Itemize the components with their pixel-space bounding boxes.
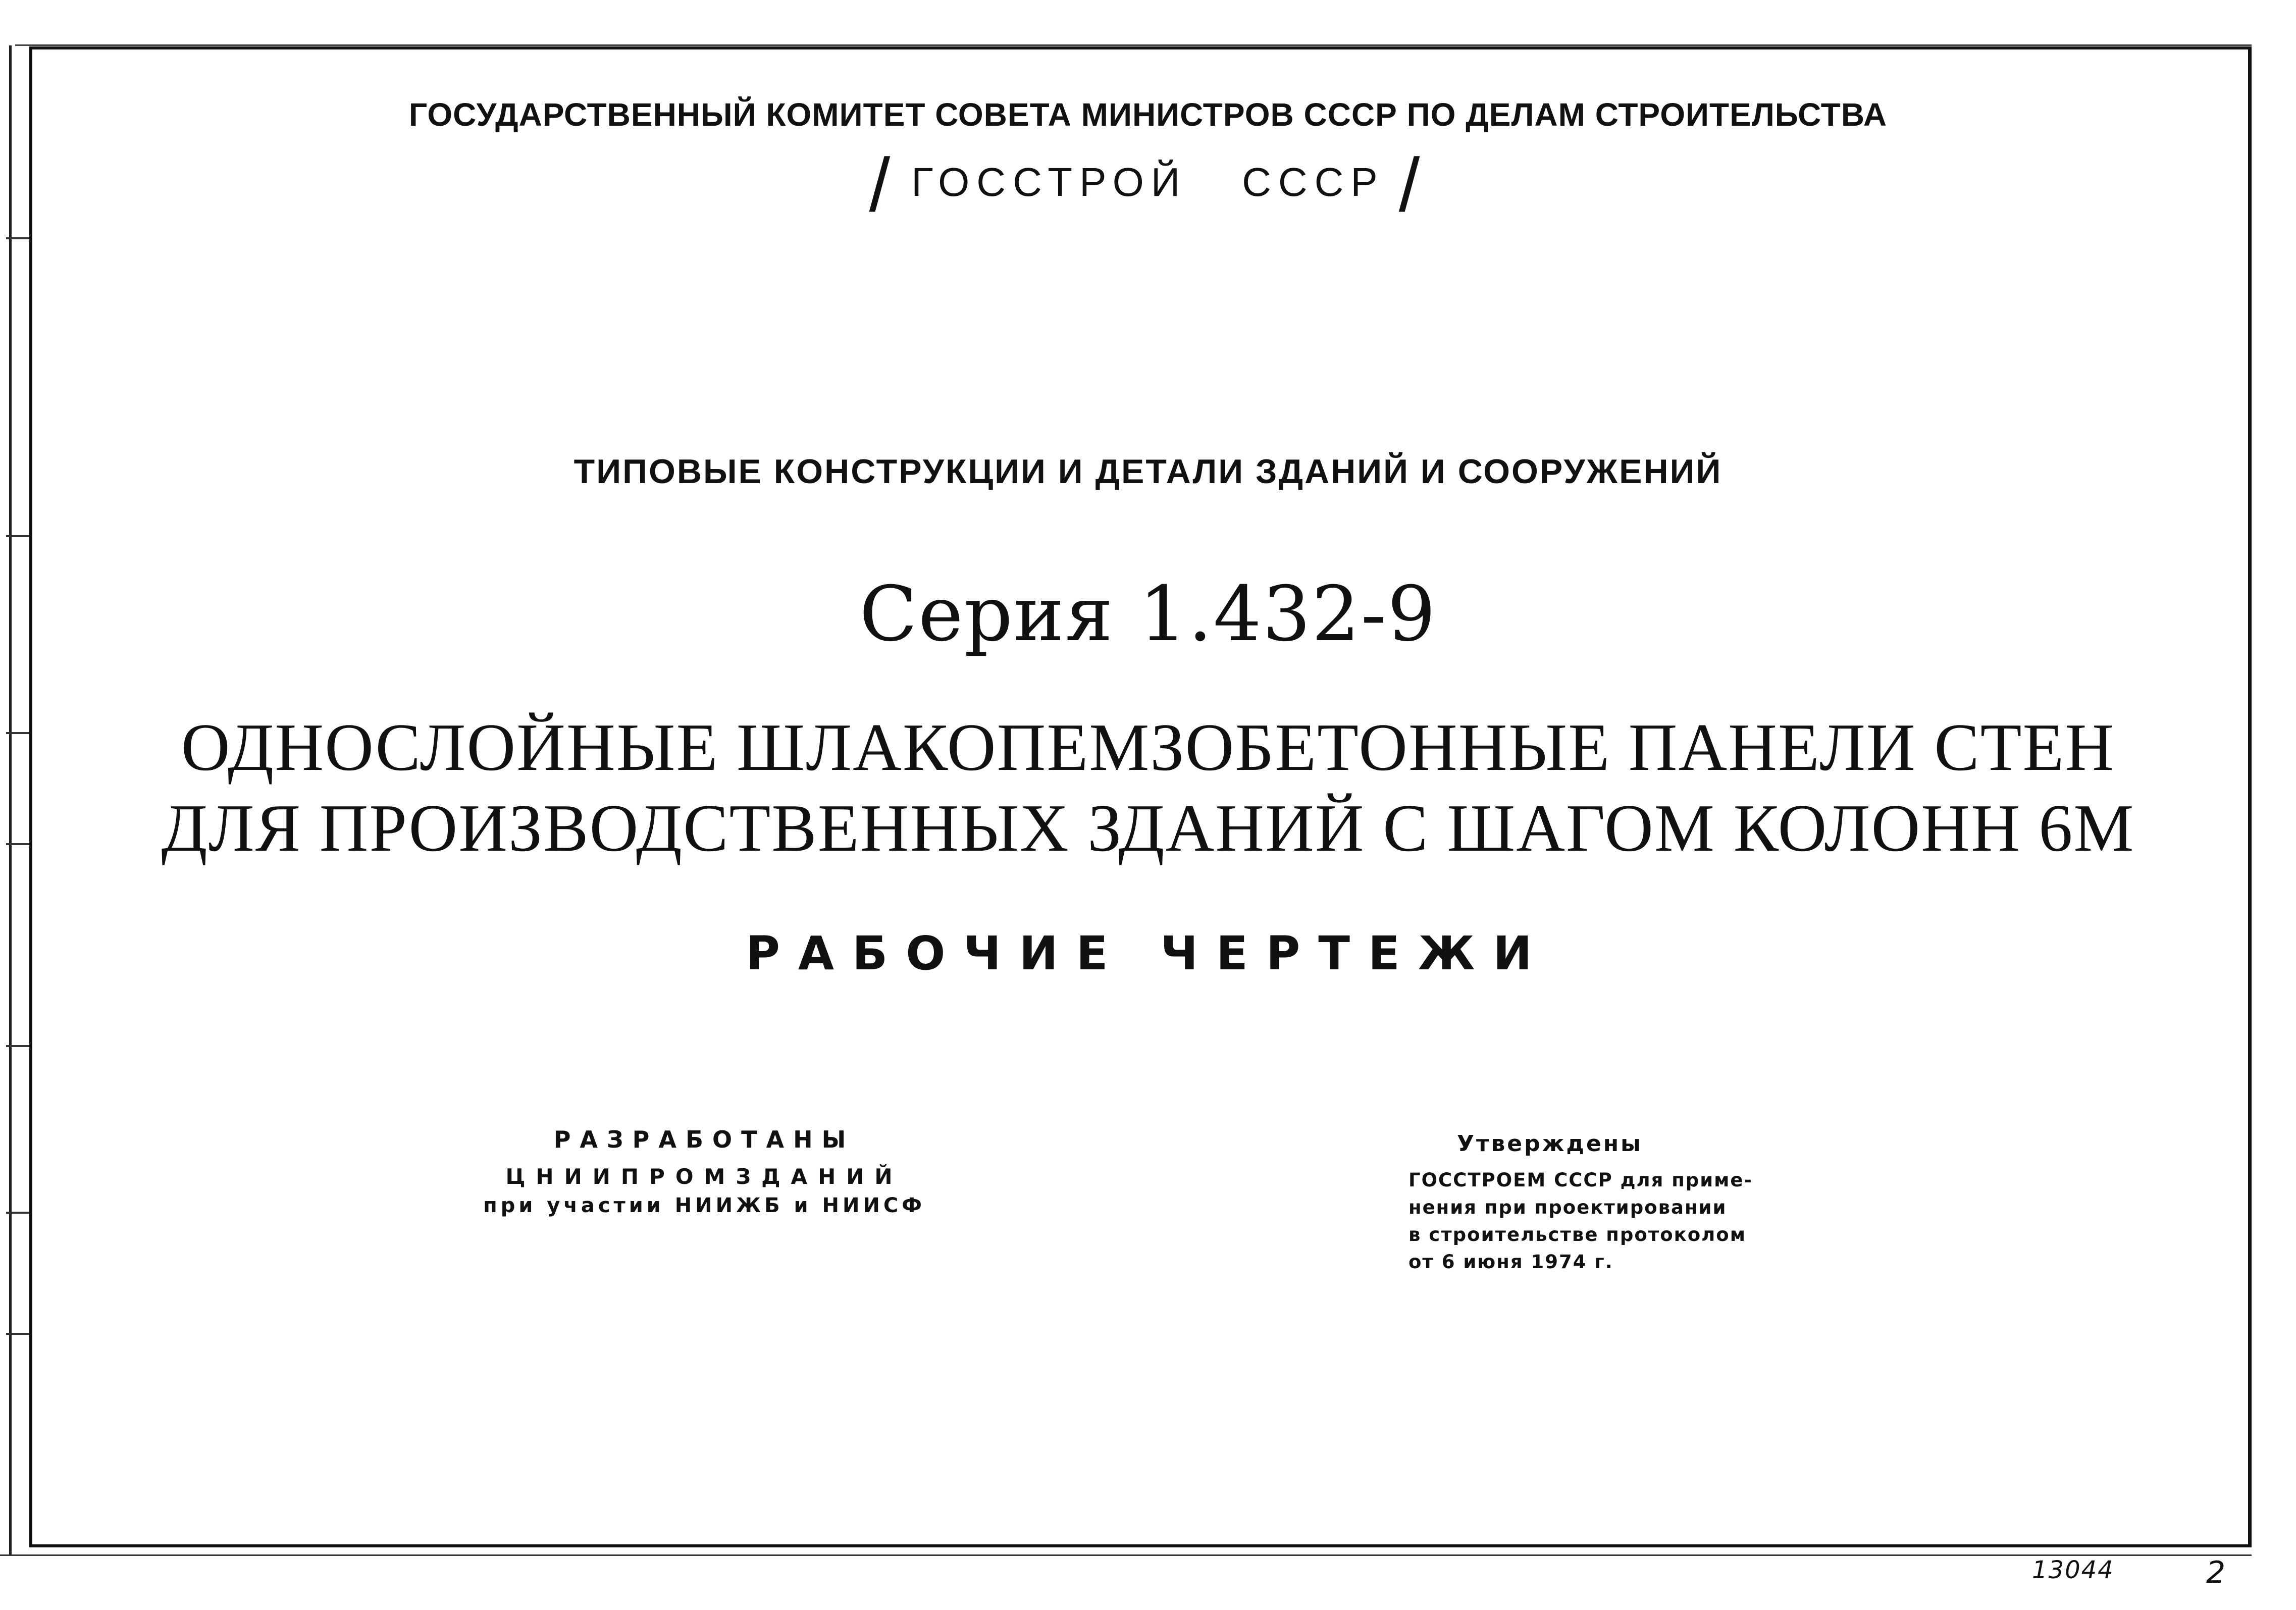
sheet-top-edge bbox=[15, 44, 2252, 46]
approval-line-3: в строительстве протоколом bbox=[1408, 1224, 1746, 1245]
agency-name: ГОССТРОЙ СССР bbox=[911, 160, 1385, 204]
committee-heading: ГОСУДАРСТВЕННЫЙ КОМИТЕТ СОВЕТА МИНИСТРОВ СССР ПО ДЕЛАМ СТРОИТЕЛЬСТВА bbox=[408, 96, 1888, 133]
approval-line-4: от 6 июня 1974 г. bbox=[1408, 1251, 1613, 1273]
margin-tick bbox=[6, 535, 30, 537]
series-number: Серия 1.432-9 bbox=[859, 570, 1437, 658]
slash-right: / bbox=[1398, 142, 1427, 227]
category-heading: ТИПОВЫЕ КОНСТРУКЦИИ И ДЕТАЛИ ЗДАНИЙ И СООРУЖЕНИЙ bbox=[573, 452, 1723, 491]
agency-heading bbox=[0, 141, 2296, 229]
approval-line-1: ГОССТРОЕМ СССР для приме- bbox=[1408, 1169, 1753, 1191]
margin-tick bbox=[6, 1333, 30, 1335]
participation-line: при участии НИИЖБ и НИИСФ bbox=[483, 1194, 925, 1217]
approval-block bbox=[1408, 1131, 1822, 1276]
approved-heading: Утверждены bbox=[1457, 1131, 1643, 1157]
developed-heading: РАЗРАБОТАНЫ bbox=[553, 1126, 855, 1153]
sheet-number: 2 bbox=[2206, 1555, 2226, 1590]
margin-tick bbox=[6, 1045, 30, 1047]
bottom-edge-line bbox=[0, 1554, 2252, 1556]
title-line-1: ОДНОСЛОЙНЫЕ ШЛАКОПЕМЗОБЕТОННЫЕ ПАНЕЛИ СТЕН bbox=[181, 710, 2115, 785]
document-title bbox=[0, 707, 2296, 868]
approval-line-2: нения при проектировании bbox=[1408, 1197, 1727, 1218]
document-subtitle: РАБОЧИЕ ЧЕРТЕЖИ bbox=[746, 926, 1550, 980]
developed-by-block bbox=[419, 1126, 989, 1217]
margin-tick bbox=[6, 237, 30, 239]
margin-tick bbox=[6, 1212, 30, 1214]
sheet-code: 13044 bbox=[2032, 1556, 2114, 1584]
slash-left: / bbox=[869, 142, 898, 227]
developer-org: ЦНИИПРОМЗДАНИЙ bbox=[505, 1164, 903, 1189]
title-line-2: ДЛЯ ПРОИЗВОДСТВЕННЫХ ЗДАНИЙ С ШАГОМ КОЛОНН 6М bbox=[161, 791, 2135, 865]
